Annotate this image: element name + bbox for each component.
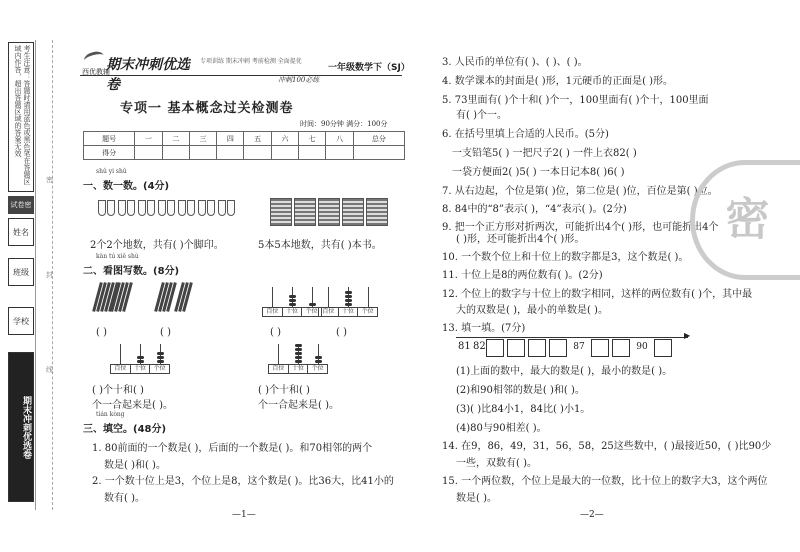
question: 大的双数是( )，最小的单数是( )。: [456, 305, 608, 316]
page-title: 专项一 基本概念过关检测卷: [120, 101, 294, 116]
question: 一支铅笔5( ) 一把尺子2( ) 一件上衣82( ): [452, 148, 637, 159]
name-field[interactable]: 姓名: [8, 218, 34, 246]
book-stack-icon: [318, 198, 340, 226]
bead: [345, 299, 352, 302]
place-label: 十位: [289, 365, 309, 373]
question: (3)( )比84小1，84比( )小1。: [456, 404, 591, 415]
bead: [309, 303, 316, 306]
question: 4. 数学课本的封面是( )形，1元硬币的正面是( )形。: [442, 76, 674, 87]
question: 8. 84中的“8”表示( )，“4”表示( )。(2分): [442, 204, 627, 215]
question: 10. 一个数个位上和十位上的数字都是3，这个数是( )。: [442, 252, 689, 263]
pinyin: kàn tú xiě shù: [96, 253, 139, 260]
score-cell[interactable]: [189, 146, 216, 160]
number-label: 81: [458, 341, 471, 352]
number-label: 90: [636, 342, 648, 352]
pinyin: tián kòng: [96, 411, 125, 418]
rod: [328, 287, 329, 307]
rod: [272, 287, 273, 307]
question: (2)和90相邻的数是( )和( )。: [456, 385, 585, 396]
footprint-icon: [198, 200, 206, 216]
score-cell[interactable]: [299, 146, 326, 160]
answer-box[interactable]: [591, 339, 609, 357]
score-header-cell: 总分: [353, 132, 404, 146]
abacus-counter: [262, 287, 322, 317]
score-cell[interactable]: [162, 146, 189, 160]
place-label: 十位: [131, 365, 151, 373]
publisher: 西优教辅: [82, 68, 110, 76]
seal-tag: 试卷密封: [8, 196, 34, 214]
answer-blank[interactable]: ( ): [160, 327, 171, 338]
question: ( )个十和( ): [258, 385, 310, 396]
bead: [289, 295, 296, 298]
section-title: 三、填空。(48分): [83, 424, 167, 435]
cut-mark: 线: [46, 366, 53, 374]
book-stack-icon: [294, 198, 316, 226]
binding-logo: 期末冲刺优选卷: [8, 352, 34, 502]
footprint-icon: [98, 200, 106, 216]
score-header-cell: 二: [162, 132, 189, 146]
answer-blank[interactable]: ( ): [336, 327, 347, 338]
slogan: 专项训练 期末冲刺 考前检测 全面提优: [200, 58, 302, 65]
number-label: 87: [573, 342, 585, 352]
question: 数是( )和( )。: [104, 460, 166, 471]
answer-blank[interactable]: ( ): [96, 327, 107, 338]
question: ( )个十和( ): [92, 385, 144, 396]
score-header-cell: 八: [326, 132, 353, 146]
question: 2个2个地数，共有( )个脚印。: [90, 240, 224, 251]
section-title: 一、数一数。(4分): [83, 181, 170, 192]
pinyin: shǔ yi shǔ: [96, 168, 127, 175]
score-cell[interactable]: [326, 146, 353, 160]
score-header-cell: 三: [189, 132, 216, 146]
place-label: 十位: [339, 308, 359, 316]
footprint-icon: [227, 200, 235, 216]
bead: [295, 344, 302, 347]
place-label: 个位: [305, 308, 318, 315]
footprint-icon: [207, 200, 215, 216]
bead: [315, 356, 322, 359]
score-cell[interactable]: [353, 146, 404, 160]
bead: [345, 295, 352, 298]
sprint-label: 冲刺100必练: [278, 76, 320, 84]
bead: [137, 356, 144, 359]
bead: [157, 356, 164, 359]
exam-meta: 时间：90分钟 满分：100分: [300, 120, 388, 128]
answer-box[interactable]: [654, 339, 672, 357]
question: 1. 80前面的一个数是( )，后面的一个数是( )。和70相邻的两个: [92, 443, 373, 454]
arrow-icon: ▶: [684, 331, 691, 340]
number-line: [456, 334, 688, 338]
question: 5本5本地数，共有( )本书。: [258, 240, 382, 251]
section-title: 二、看图写数。(8分): [83, 266, 180, 277]
swoosh-icon: [83, 50, 105, 67]
question: (4)80与90相差( )。: [456, 423, 547, 434]
question: 数有( )。: [104, 493, 145, 504]
question: 9. 把一个正方形对折两次，可能折出4个( )形，也可能折出4个: [442, 222, 719, 233]
footprint-icon: [178, 200, 186, 216]
exam-notice: 考生注意：答题时请用蓝色或黑色笔在答题区域内作答，超出答题区域的答案无效: [8, 42, 34, 192]
place-label: 百位: [263, 308, 283, 316]
school-field[interactable]: 学校: [8, 307, 34, 335]
place-label: 百位: [269, 365, 289, 373]
question: 5. 73里面有( )个十和( )个一，100里面有( )个十，100里面: [442, 95, 709, 106]
grade-label: 一年级数学下（SJ）: [328, 63, 410, 73]
bead: [345, 303, 352, 306]
rod: [278, 344, 279, 364]
cut-mark: 封: [46, 271, 53, 279]
abacus-counter: [110, 344, 170, 374]
bead: [157, 352, 164, 355]
question: (1)上面的数中，最大的数是( )，最小的数是( )。: [456, 366, 673, 377]
bead: [289, 303, 296, 306]
question: 13. 填一填。(7分): [442, 323, 526, 334]
footprint-icon: [138, 200, 146, 216]
bead: [295, 348, 302, 351]
answer-blank[interactable]: ( ): [270, 327, 281, 338]
seal-stamp: 密: [690, 160, 800, 280]
score-cell[interactable]: [271, 146, 298, 160]
footprint-icon: [107, 200, 115, 216]
abacus-counter: [318, 287, 378, 317]
question: 15. 一个两位数，个位上是最大的一位数，比十位上的数字大3，这个两位: [442, 476, 768, 487]
score-table: [83, 131, 405, 160]
abacus-counter: [268, 344, 328, 374]
footprint-icon: [158, 200, 166, 216]
bead: [295, 356, 302, 359]
footprint-icon: [127, 200, 135, 216]
header-rule: [80, 75, 402, 76]
question: 一些，双数有( )。: [456, 458, 537, 469]
question: 有( )个一。: [456, 110, 507, 121]
number-label: 82: [473, 341, 486, 352]
score-header-cell: 题号: [84, 132, 135, 146]
rod: [120, 344, 121, 364]
answer-box[interactable]: [612, 339, 630, 357]
brand-name: 期末冲刺优选卷: [106, 57, 190, 93]
question: 6. 在括号里填上合适的人民币。(5分): [442, 129, 609, 140]
page-number: —2—: [580, 510, 604, 520]
bead: [289, 299, 296, 302]
footprint-icon: [187, 200, 195, 216]
footprint-icon: [147, 200, 155, 216]
book-stack-icon: [270, 198, 292, 226]
rod: [368, 287, 369, 307]
score-header-cell: 七: [299, 132, 326, 146]
score-header-cell: 四: [217, 132, 244, 146]
number-boxes: [486, 339, 675, 357]
question: 个一合起来是( )。: [258, 400, 339, 411]
question: 7. 从右边起，个位是第( )位，第二位是( )位，百位是第( )位。: [442, 186, 718, 197]
bead: [345, 291, 352, 294]
bead: [295, 352, 302, 355]
score-cell[interactable]: [135, 146, 162, 160]
question: 个一合起来是( )。: [92, 400, 173, 411]
bead: [315, 360, 322, 363]
book-stack-icon: [366, 198, 388, 226]
score-cell: 得分: [84, 146, 135, 160]
answer-box[interactable]: [486, 339, 504, 357]
place-label: 个位: [153, 365, 166, 372]
question: 11. 十位上是8的两位数有( )。(2分): [442, 270, 603, 281]
place-label: 百位: [111, 365, 131, 373]
question: 数是( )。: [456, 493, 497, 504]
score-cell[interactable]: [217, 146, 244, 160]
bead: [157, 360, 164, 363]
score-header-cell: 一: [135, 132, 162, 146]
answer-box[interactable]: [549, 339, 567, 357]
footprint-icon: [218, 200, 226, 216]
place-label: 个位: [311, 365, 324, 372]
bead: [137, 360, 144, 363]
question: 2. 一个数十位上是3，个位上是8，这个数是( )。比36大，比41小的: [92, 476, 394, 487]
answer-box[interactable]: [528, 339, 546, 357]
question: 3. 人民币的单位有( )、( )、( )。: [442, 57, 588, 68]
score-cell[interactable]: [244, 146, 271, 160]
question: 14. 在9，86，49，31，56，58，25这些数中，( )最接近50，( )比90少: [442, 441, 772, 452]
footprint-icon: [167, 200, 175, 216]
score-header-cell: 六: [271, 132, 298, 146]
place-label: 十位: [283, 308, 303, 316]
brand-logo: [80, 50, 198, 93]
book-stack-icon: [342, 198, 364, 226]
answer-box[interactable]: [507, 339, 525, 357]
place-label: 百位: [319, 308, 339, 316]
footprint-icon: [118, 200, 126, 216]
cut-mark: 密: [46, 176, 53, 184]
place-label: 个位: [361, 308, 374, 315]
class-field[interactable]: 班级: [8, 258, 34, 286]
score-header-cell: 五: [244, 132, 271, 146]
question: ( )形，还可能折出4个( )形。: [456, 234, 585, 245]
page-number: —1—: [232, 510, 256, 520]
question: 12. 个位上的数字与十位上的数字相同，这样的两位数有( )个，其中最: [442, 289, 753, 300]
question: 一袋方便面2( )5( ) 一本日记本8( )6( ): [452, 167, 625, 178]
bead: [295, 360, 302, 363]
